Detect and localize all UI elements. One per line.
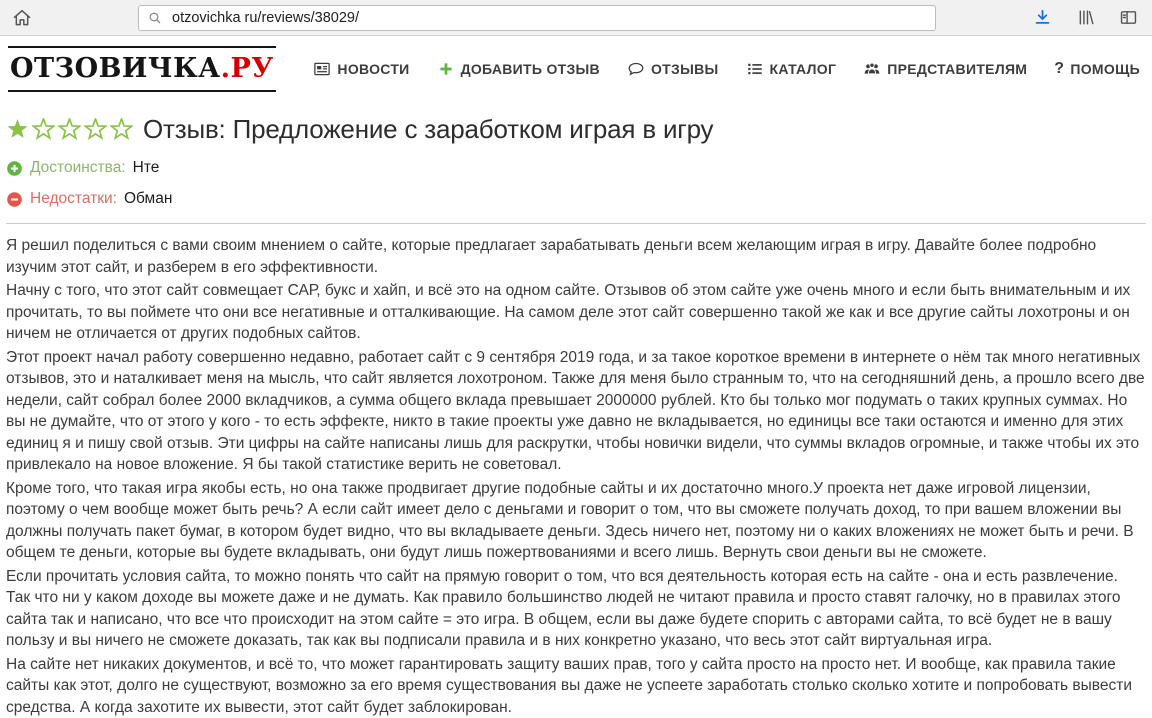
plus-circle-icon (6, 160, 23, 177)
url-bar[interactable] (138, 5, 936, 31)
pros-value: Нте (132, 159, 160, 177)
star-icon-empty (110, 118, 133, 141)
nav-label: ОТЗЫВЫ (650, 61, 719, 78)
library-button[interactable] (1074, 6, 1097, 29)
nav-item-catalog[interactable] (746, 60, 837, 78)
library-icon (1076, 8, 1095, 27)
comments-icon (627, 60, 645, 78)
review-paragraph: Я решил поделиться с вами своим мнением о сайте, которые предлагает зарабатывать деньги всем желающим играя в игру. Давайте более подробно изучим этот сайт, и разберем в его эффективности. (6, 237, 1097, 276)
title-row (6, 112, 1146, 146)
pros-row (6, 159, 1146, 177)
star-icon-empty (84, 118, 107, 141)
logo-suffix: .РУ (220, 53, 274, 84)
rating-stars (6, 118, 133, 141)
url-input[interactable] (170, 9, 927, 27)
toolbar-actions (1031, 6, 1142, 29)
catalog-icon (746, 60, 764, 78)
review-paragraph: Начну с того, что этот сайт совмещает САР, букс и хайп, и всё это на одном сайте. Отзывов об этом сайте уже очень много и если быть внимательным и их прочитать, то вы поймете что они все негативные и отталкивающие. На самом деле этот сайт совершенно такой же как и все другие сайты лохотроны и он ничем не отличается от других подобных сайтов. (6, 282, 1131, 343)
review-body (6, 235, 1146, 718)
star-icon-empty (32, 118, 55, 141)
minus-circle-icon (6, 191, 23, 208)
nav-item-help[interactable] (1054, 60, 1140, 78)
star-icon-filled (6, 118, 29, 141)
nav-item-representatives[interactable] (863, 60, 1027, 78)
nav-item-news[interactable] (313, 60, 409, 78)
site-logo[interactable] (8, 46, 276, 92)
sidebar-icon (1119, 8, 1138, 27)
review-title: Отзыв: Предложение с заработком играя в игру (143, 114, 714, 145)
home-button[interactable] (10, 6, 34, 30)
main-nav (313, 60, 1144, 78)
review-paragraph: На сайте нет никаких документов, и всё то, что может гарантировать защиту ваших прав, того у сайта просто на просто нет. И вообще, как правила такие сайты как этот, долго не существуют, возможно за его время существования вы даже не успеете заработать столько сколько хотите и попробовать вывести средства. А когда захотите их вывести, этот сайт будет заблокирован. (6, 655, 1132, 716)
pros-label: Достоинства: (30, 159, 126, 177)
home-icon (12, 8, 32, 28)
downloads-button[interactable] (1031, 6, 1054, 29)
cons-value: Обман (123, 190, 173, 208)
nav-label: ПРЕДСТАВИТЕЛЯМ (887, 61, 1028, 78)
review-paragraph: Кроме того, что такая игра якобы есть, но она также продвигает другие подобные сайты и их достаточно много.У проекта нет даже игровой лицензии, поэтому о чем вообще может быть речь? А если сайт имеет дело с деньгами и говорит о том, что вы сможете получать доход, то при вашем вложении вы должны получать пакет бумаг, в котором будет видно, что вы вкладываете деньги. Здесь ничего нет, поэтому ни о каких вложениях не может быть и речи. В общем те деньги, которые вы будете вкладывать, они будут лишь пожертвованиями и всего лишь. Вернуть свои деньги вы не сможете. (6, 479, 1134, 562)
users-icon (863, 60, 881, 78)
cons-row (6, 190, 1146, 208)
search-icon (147, 10, 163, 26)
news-icon (313, 60, 331, 78)
nav-label: КАТАЛОГ (769, 61, 837, 78)
plus-icon (437, 60, 455, 78)
nav-label: ПОМОЩЬ (1070, 61, 1140, 78)
divider (6, 223, 1146, 224)
sidebar-button[interactable] (1117, 6, 1140, 29)
nav-label: ДОБАВИТЬ ОТЗЫВ (460, 61, 600, 78)
browser-toolbar (0, 0, 1152, 36)
review-paragraph: Если прочитать условия сайта, то можно понять что сайт на прямую говорит о том, что вся деятельность которая есть на сайте - она и есть развлечение. Так что ни у каком доходе вы можете даже и не думать. Как правило большинство людей не читают правила и просто ставят галочку, но в правилах этого сайта так и написано, что все что происходит на этом сайте = это игра. В общем, если вы даже будете спорить с авторами сайта, то всё будет не в вашу пользу и вы ничего не сможете доказать, так как вы подписали правила и в них конкретно указано, что весь этот сайт виртуальная игра. (6, 567, 1121, 650)
question-icon: ? (1054, 60, 1065, 78)
site-header (0, 36, 1152, 102)
review-content (0, 112, 1152, 718)
nav-label: НОВОСТИ (337, 61, 410, 78)
logo-text: ОТЗОВИЧКА (10, 53, 221, 84)
download-icon (1033, 8, 1052, 27)
star-icon-empty (58, 118, 81, 141)
nav-item-add-review[interactable] (437, 60, 600, 78)
nav-item-reviews[interactable] (627, 60, 719, 78)
cons-label: Недостатки: (30, 190, 117, 208)
review-paragraph: Этот проект начал работу совершенно недавно, работает сайт с 9 сентября 2019 года, и за такое короткое времени в интернете о нём так много негативных отзывов, это и наталкивает меня на мысль, что сайт является лохотроном. Также для меня было странным то, что на сегодняшний день, а прошло всего две недели, сайт собрал более 2000 вкладчиков, а сумма общего вклада превышает 2000000 рублей. Кто бы только мог подумать о таких крупных суммах. Но вы не думайте, что от этого у кого - то есть эффекте, никто в такие проекты уже давно не вкладывается, но единицы все таки остаются и именно для этих единиц я и пишу свой отзыв. Эти цифры на сайте написаны лишь для раскрутки, чтобы новички видели, что суммы вкладов огромные, и также чтобы их это привлекало на новое вложение. Я бы такой статистике верить не советовал. (6, 348, 1145, 474)
